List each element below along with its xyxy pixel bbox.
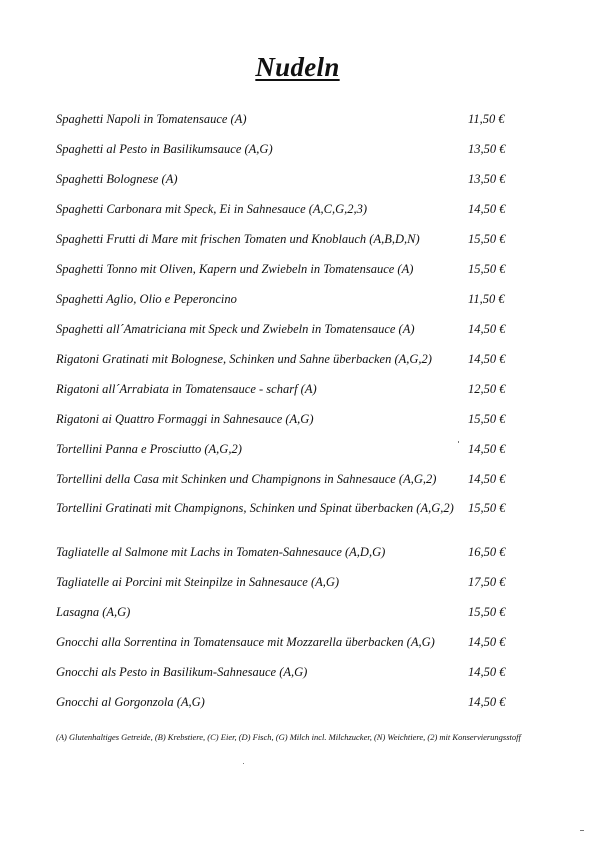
menu-item-name: Tortellini della Casa mit Schinken und Champignons in Sahnesauce (A,G,2) xyxy=(56,472,437,486)
scan-speck xyxy=(580,830,584,831)
menu-item-name: Rigatoni ai Quattro Formaggi in Sahnesauce (A,G) xyxy=(56,412,314,426)
scan-speck xyxy=(458,441,459,443)
menu-item-name: Spaghetti Frutti di Mare mit frischen Tomaten und Knoblauch (A,B,D,N) xyxy=(56,232,420,246)
menu-item-name: Spaghetti Carbonara mit Speck, Ei in Sahnesauce (A,C,G,2,3) xyxy=(56,202,368,216)
menu-item-price: 14,50 € xyxy=(468,635,506,649)
menu-item-price: 11,50 € xyxy=(468,292,505,306)
menu-item-price: 16,50 € xyxy=(468,545,506,559)
menu-item-price: 15,50 € xyxy=(468,412,506,426)
page-title: Nudeln xyxy=(255,52,340,82)
allergen-footnote: (A) Glutenhaltiges Getreide, (B) Krebstiere, (C) Eier, (D) Fisch, (G) Milch incl. Milchzucker, (N) Weichtiere, (2) mit Konservierungsstoff xyxy=(56,732,521,742)
menu-item-name: Rigatoni Gratinati mit Bolognese, Schinken und Sahne überbacken (A,G,2) xyxy=(56,352,432,366)
menu-item-name: Spaghetti all´Amatriciana mit Speck und Zwiebeln in Tomatensauce (A) xyxy=(56,322,415,336)
menu-item-name: Spaghetti Bolognese (A) xyxy=(56,172,178,186)
menu-item-name: Tagliatelle al Salmone mit Lachs in Tomaten-Sahnesauce (A,D,G) xyxy=(56,545,386,559)
menu-item-name: Spaghetti Aglio, Olio e Peperoncino xyxy=(56,292,237,306)
menu-item-name: Gnocchi alla Sorrentina in Tomatensauce mit Mozzarella überbacken (A,G) xyxy=(56,635,435,649)
menu-item-price: 11,50 € xyxy=(468,112,505,126)
menu-item-name: Gnocchi als Pesto in Basilikum-Sahnesauce (A,G) xyxy=(56,665,308,679)
menu-item-name: Spaghetti Napoli in Tomatensauce (A) xyxy=(56,112,247,126)
menu-item-price: 15,50 € xyxy=(468,232,506,246)
scan-speck xyxy=(243,763,244,764)
menu-item-name: Tortellini Panna e Prosciutto (A,G,2) xyxy=(56,442,242,456)
menu-item-name: Gnocchi al Gorgonzola (A,G) xyxy=(56,695,205,709)
menu-item-name: Tagliatelle ai Porcini mit Steinpilze in Sahnesauce (A,G) xyxy=(56,575,340,589)
menu-item-price: 15,50 € xyxy=(468,262,506,276)
menu-item-name: Tortellini Gratinati mit Champignons, Schinken und Spinat überbacken (A,G,2) xyxy=(56,501,454,515)
menu-item-price: 14,50 € xyxy=(468,665,506,679)
menu-item-name: Spaghetti Tonno mit Oliven, Kapern und Zwiebeln in Tomatensauce (A) xyxy=(56,262,414,276)
menu-item-price: 13,50 € xyxy=(468,142,506,156)
menu-item-name: Lasagna (A,G) xyxy=(56,605,131,619)
menu-item-price: 12,50 € xyxy=(468,382,506,396)
menu-item-name: Rigatoni all´Arrabiata in Tomatensauce - scharf (A) xyxy=(56,382,317,396)
menu-item-price: 17,50 € xyxy=(468,575,506,589)
menu-item-name: Spaghetti al Pesto in Basilikumsauce (A,G) xyxy=(56,142,273,156)
menu-item-price: 15,50 € xyxy=(468,501,506,515)
menu-item-price: 14,50 € xyxy=(468,202,506,216)
menu-item-price: 15,50 € xyxy=(468,605,506,619)
menu-item-price: 13,50 € xyxy=(468,172,506,186)
menu-item-price: 14,50 € xyxy=(468,322,506,336)
menu-item-price: 14,50 € xyxy=(468,695,506,709)
menu-item-price: 14,50 € xyxy=(468,352,506,366)
menu-item-price: 14,50 € xyxy=(468,442,506,456)
menu-item-price: 14,50 € xyxy=(468,472,506,486)
